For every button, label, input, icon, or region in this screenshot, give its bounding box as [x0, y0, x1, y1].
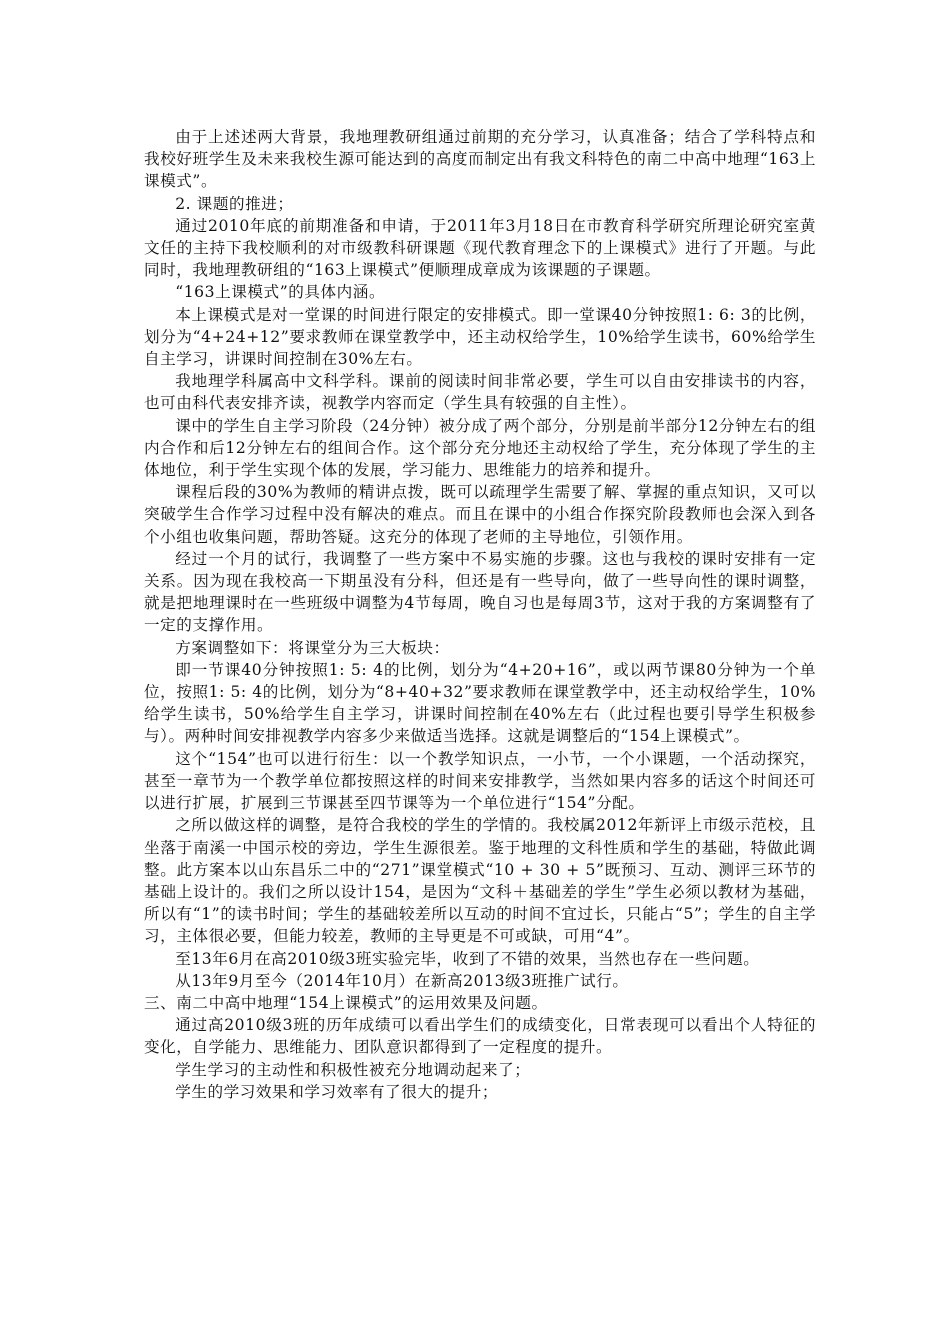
paragraph-results-overview: 通过高2010级3班的历年成绩可以看出学生们的成绩变化，日常表现可以看出个人特征的变化，自学能力、思维能力、团队意识都得到了一定程度的提升。	[144, 1016, 816, 1057]
paragraph-adjustment-heading: 方案调整如下：将课堂分为三大板块：	[175, 638, 450, 657]
paragraph-adjustment-reason: 之所以做这样的调整，是符合我校的学生的学情的。我校属2012年新评上市级示范校，且坐落于南溪一中国示校的旁边，学生生源很差。鉴于地理的文科性质和学生的基础，特做此调整。此方案本以山东昌乐二中的“271”课堂模式“10 + 30 + 5”既预习、互动、测评三环节的基础上设计的。我们之所以设计154，是因为“文科＋基础差的学生”学生必须以教材为基础，所以有“1”的读书时间；学生的基础较差所以互动的时间不宜过长，只能占“5”；学生的自主学习，主体很必要，但能力较差，教师的主导更是不可或缺，可用“4”。	[144, 816, 816, 946]
paragraph-163-content-heading: “163上课模式”的具体内涵。	[175, 283, 386, 302]
paragraph-154-extension: 这个“154”也可以进行衍生：以一个教学知识点，一小节，一个小课题，一个活动探究，甚至一章节为一个教学单位都按照这样的时间来安排教学，当然如果内容多的话这个时间还可以进行扩展，扩展到三节课甚至四节课等为一个单位进行“154”分配。	[144, 749, 816, 813]
document-body	[144, 126, 816, 1103]
paragraph-experiment-complete: 至13年6月在高2010级3班实验完毕，收到了不错的效果，当然也存在一些问题。	[175, 949, 760, 968]
paragraph-self-study-stage: 课中的学生自主学习阶段（24分钟）被分成了两个部分，分别是前半部分12分钟左右的组内合作和后12分钟左右的组间合作。这个部分充分地还主动权给了学生，充分体现了学生的主体地位，利于学生实现个体的发展，学习能力、思维能力的培养和提升。	[144, 416, 816, 480]
paragraph-reading-time: 我地理学科属高中文科学科。课前的阅读时间非常必要，学生可以自由安排读书的内容，也可由科代表安排齐读，视教学内容而定（学生具有较强的自主性）。	[144, 372, 816, 413]
paragraph-163-definition: 本上课模式是对一堂课的时间进行限定的安排模式。即一堂课40分钟按照1: 6: 3的比例，划分为“4+24+12”要求教师在课堂教学中，还主动权给学生，10%给学生读书，60%给学生自主学习，讲课时间控制在30%左右。	[144, 305, 816, 369]
paragraph-project-opening: 通过2010年底的前期准备和申请，于2011年3月18日在市教育科学研究所理论研究室黄文任的主持下我校顺利的对市级教科研课题《现代教育理念下的上课模式》进行了开题。与此同时，我地理教研组的“163上课模式”便顺理成章成为该课题的子课题。	[144, 216, 816, 280]
paragraph-efficiency-result: 学生的学习效果和学习效率有了很大的提升；	[175, 1082, 499, 1101]
paragraph-background-summary: 由于上述述两大背景，我地理教研组通过前期的充分学习，认真准备；结合了学科特点和我校好班学生及未来我校生源可能达到的高度而制定出有我文科特色的南二中高中地理“163上课模式”。	[144, 128, 816, 191]
paragraph-initiative-result: 学生学习的主动性和积极性被充分地调动起来了；	[175, 1060, 531, 1079]
paragraph-promotion-trial: 从13年9月至今（2014年10月）在新高2013级3班推广试行。	[175, 971, 629, 990]
paragraph-154-definition: 即一节课40分钟按照1: 5: 4的比例，划分为“4+20+16”，或以两节课80分钟为一个单位，按照1: 5: 4的比例，划分为“8+40+32”要求教师在课堂教学中，还主动权给学生，10%给学生读书，50%给学生自主学习，讲课时间控制在40%左右（此过程也要引导学生积极参与）。两种时间安排视教学内容多少来做适当选择。这就是调整后的“154上课模式”。	[144, 660, 816, 746]
paragraph-heading-topic-progress: 2. 课题的推进；	[175, 194, 294, 213]
paragraph-teacher-guidance: 课程后段的30%为教师的精讲点拨，既可以疏理学生需要了解、掌握的重点知识，又可以突破学生合作学习过程中没有解决的难点。而且在课中的小组合作探究阶段教师也会深入到各个小组也收集问题，帮助答疑。这充分的体现了老师的主导地位，引领作用。	[144, 483, 816, 546]
paragraph-trial-adjustment: 经过一个月的试行，我调整了一些方案中不易实施的步骤。这也与我校的课时安排有一定关系。因为现在我校高一下期虽没有分科，但还是有一些导向，做了一些导向性的课时调整，就是把地理课时在一些班级中调整为4节每周，晚自习也是每周3节，这对于我的方案调整有了一定的支撑作用。	[144, 549, 816, 635]
section-heading-effects: 三、南二中高中地理“154上课模式”的运用效果及问题。	[144, 993, 548, 1012]
